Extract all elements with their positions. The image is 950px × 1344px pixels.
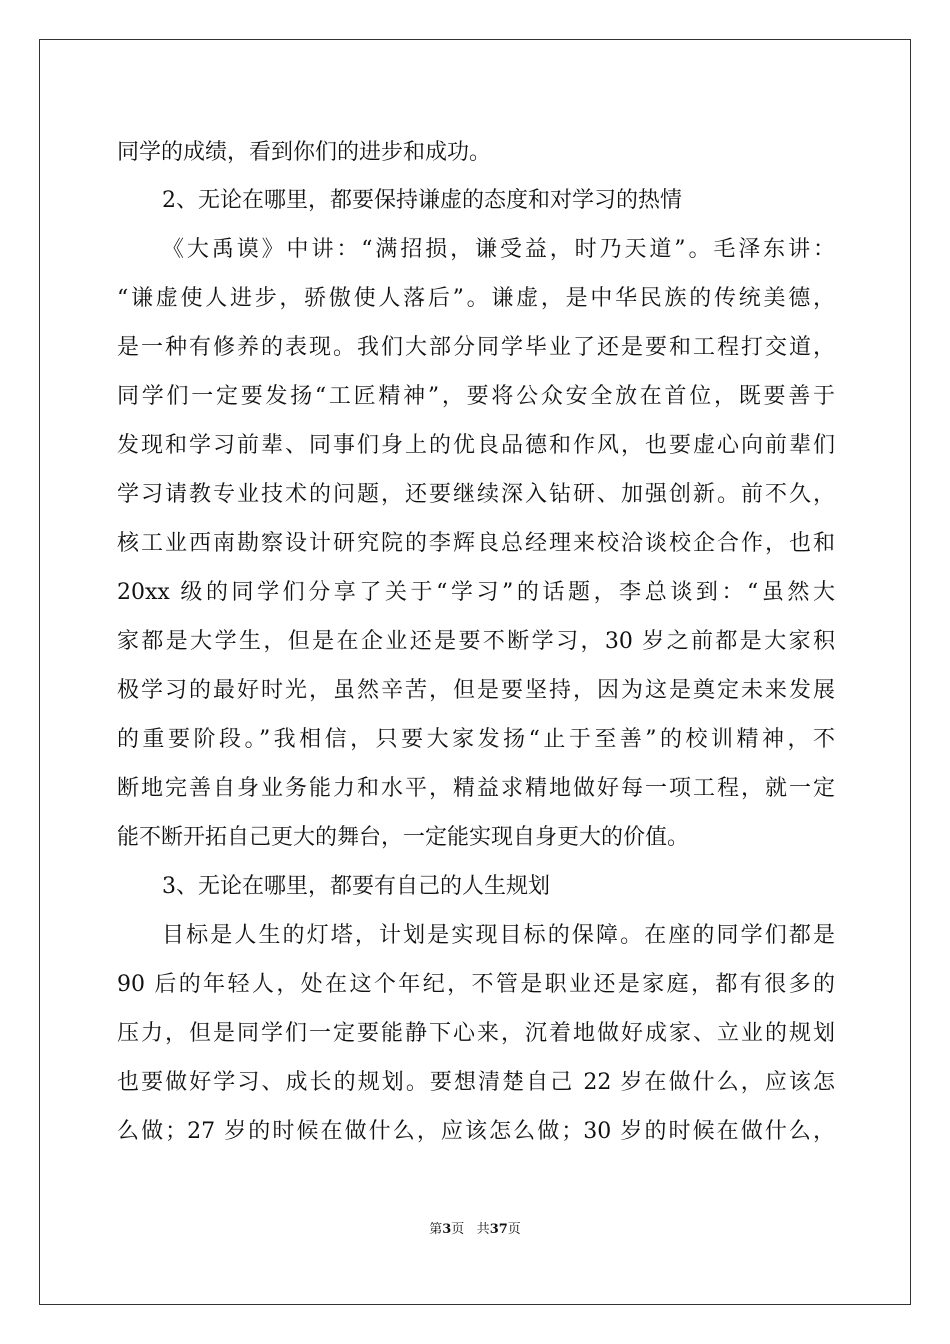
text-line: 20xx 级的同学们分享了关于“学习”的话题，李总谈到：“虽然大 bbox=[117, 580, 835, 605]
text-line: 能不断开拓自己更大的舞台，一定能实现自身更大的价值。 bbox=[117, 825, 690, 850]
text-line: 同学们一定要发扬“工匠精神”，要将公众安全放在首位，既要善于 bbox=[117, 384, 835, 409]
page-footer bbox=[0, 1218, 950, 1237]
text-line: 学习请教专业技术的问题，还要继续深入钻研、加强创新。前不久， bbox=[117, 482, 835, 507]
text-line: 压力，但是同学们一定要能静下心来，沉着地做好成家、立业的规划 bbox=[117, 1021, 835, 1046]
total-pages: 37 bbox=[489, 1222, 508, 1237]
text-line: 《大禹谟》中讲：“满招损，谦受益，时乃天道”。毛泽东讲： bbox=[162, 237, 835, 262]
text-line: 么做；27 岁的时候在做什么，应该怎么做；30 岁的时候在做什么， bbox=[117, 1119, 835, 1144]
text-line: 90 后的年轻人，处在这个年纪，不管是职业还是家庭，都有很多的 bbox=[117, 972, 835, 997]
page-frame bbox=[39, 39, 911, 1305]
footer-total-suffix: 页 bbox=[507, 1222, 521, 1237]
text-line: 的重要阶段。”我相信，只要大家发扬“止于至善”的校训精神，不 bbox=[117, 727, 835, 752]
text-line: “谦虚使人进步，骄傲使人落后”。谦虚，是中华民族的传统美德， bbox=[117, 286, 835, 311]
page-number: 3 bbox=[442, 1222, 452, 1237]
text-line: 是一种有修养的表现。我们大部分同学毕业了还是要和工程打交道， bbox=[117, 335, 835, 360]
text-line: 核工业西南勘察设计研究院的李辉良总经理来校洽谈校企合作，也和 bbox=[117, 531, 835, 556]
footer-page-suffix: 页 bbox=[451, 1222, 465, 1237]
text-line: 同学的成绩，看到你们的进步和成功。 bbox=[117, 140, 492, 165]
section-heading: 2、无论在哪里，都要保持谦虚的态度和对学习的热情 bbox=[162, 188, 682, 213]
section-heading: 3、无论在哪里，都要有自己的人生规划 bbox=[162, 874, 550, 899]
text-line: 断地完善自身业务能力和水平，精益求精地做好每一项工程，就一定 bbox=[117, 776, 835, 801]
text-line: 目标是人生的灯塔，计划是实现目标的保障。在座的同学们都是 bbox=[162, 923, 835, 948]
footer-total-prefix: 共 bbox=[476, 1222, 490, 1237]
text-line: 发现和学习前辈、同事们身上的优良品德和作风，也要虚心向前辈们 bbox=[117, 433, 835, 458]
text-line: 极学习的最好时光，虽然辛苦，但是要坚持，因为这是奠定未来发展 bbox=[117, 678, 835, 703]
text-line: 也要做好学习、成长的规划。要想清楚自己 22 岁在做什么，应该怎 bbox=[117, 1070, 835, 1095]
text-line: 家都是大学生，但是在企业还是要不断学习，30 岁之前都是大家积 bbox=[117, 629, 835, 654]
footer-prefix: 第 bbox=[429, 1222, 443, 1237]
